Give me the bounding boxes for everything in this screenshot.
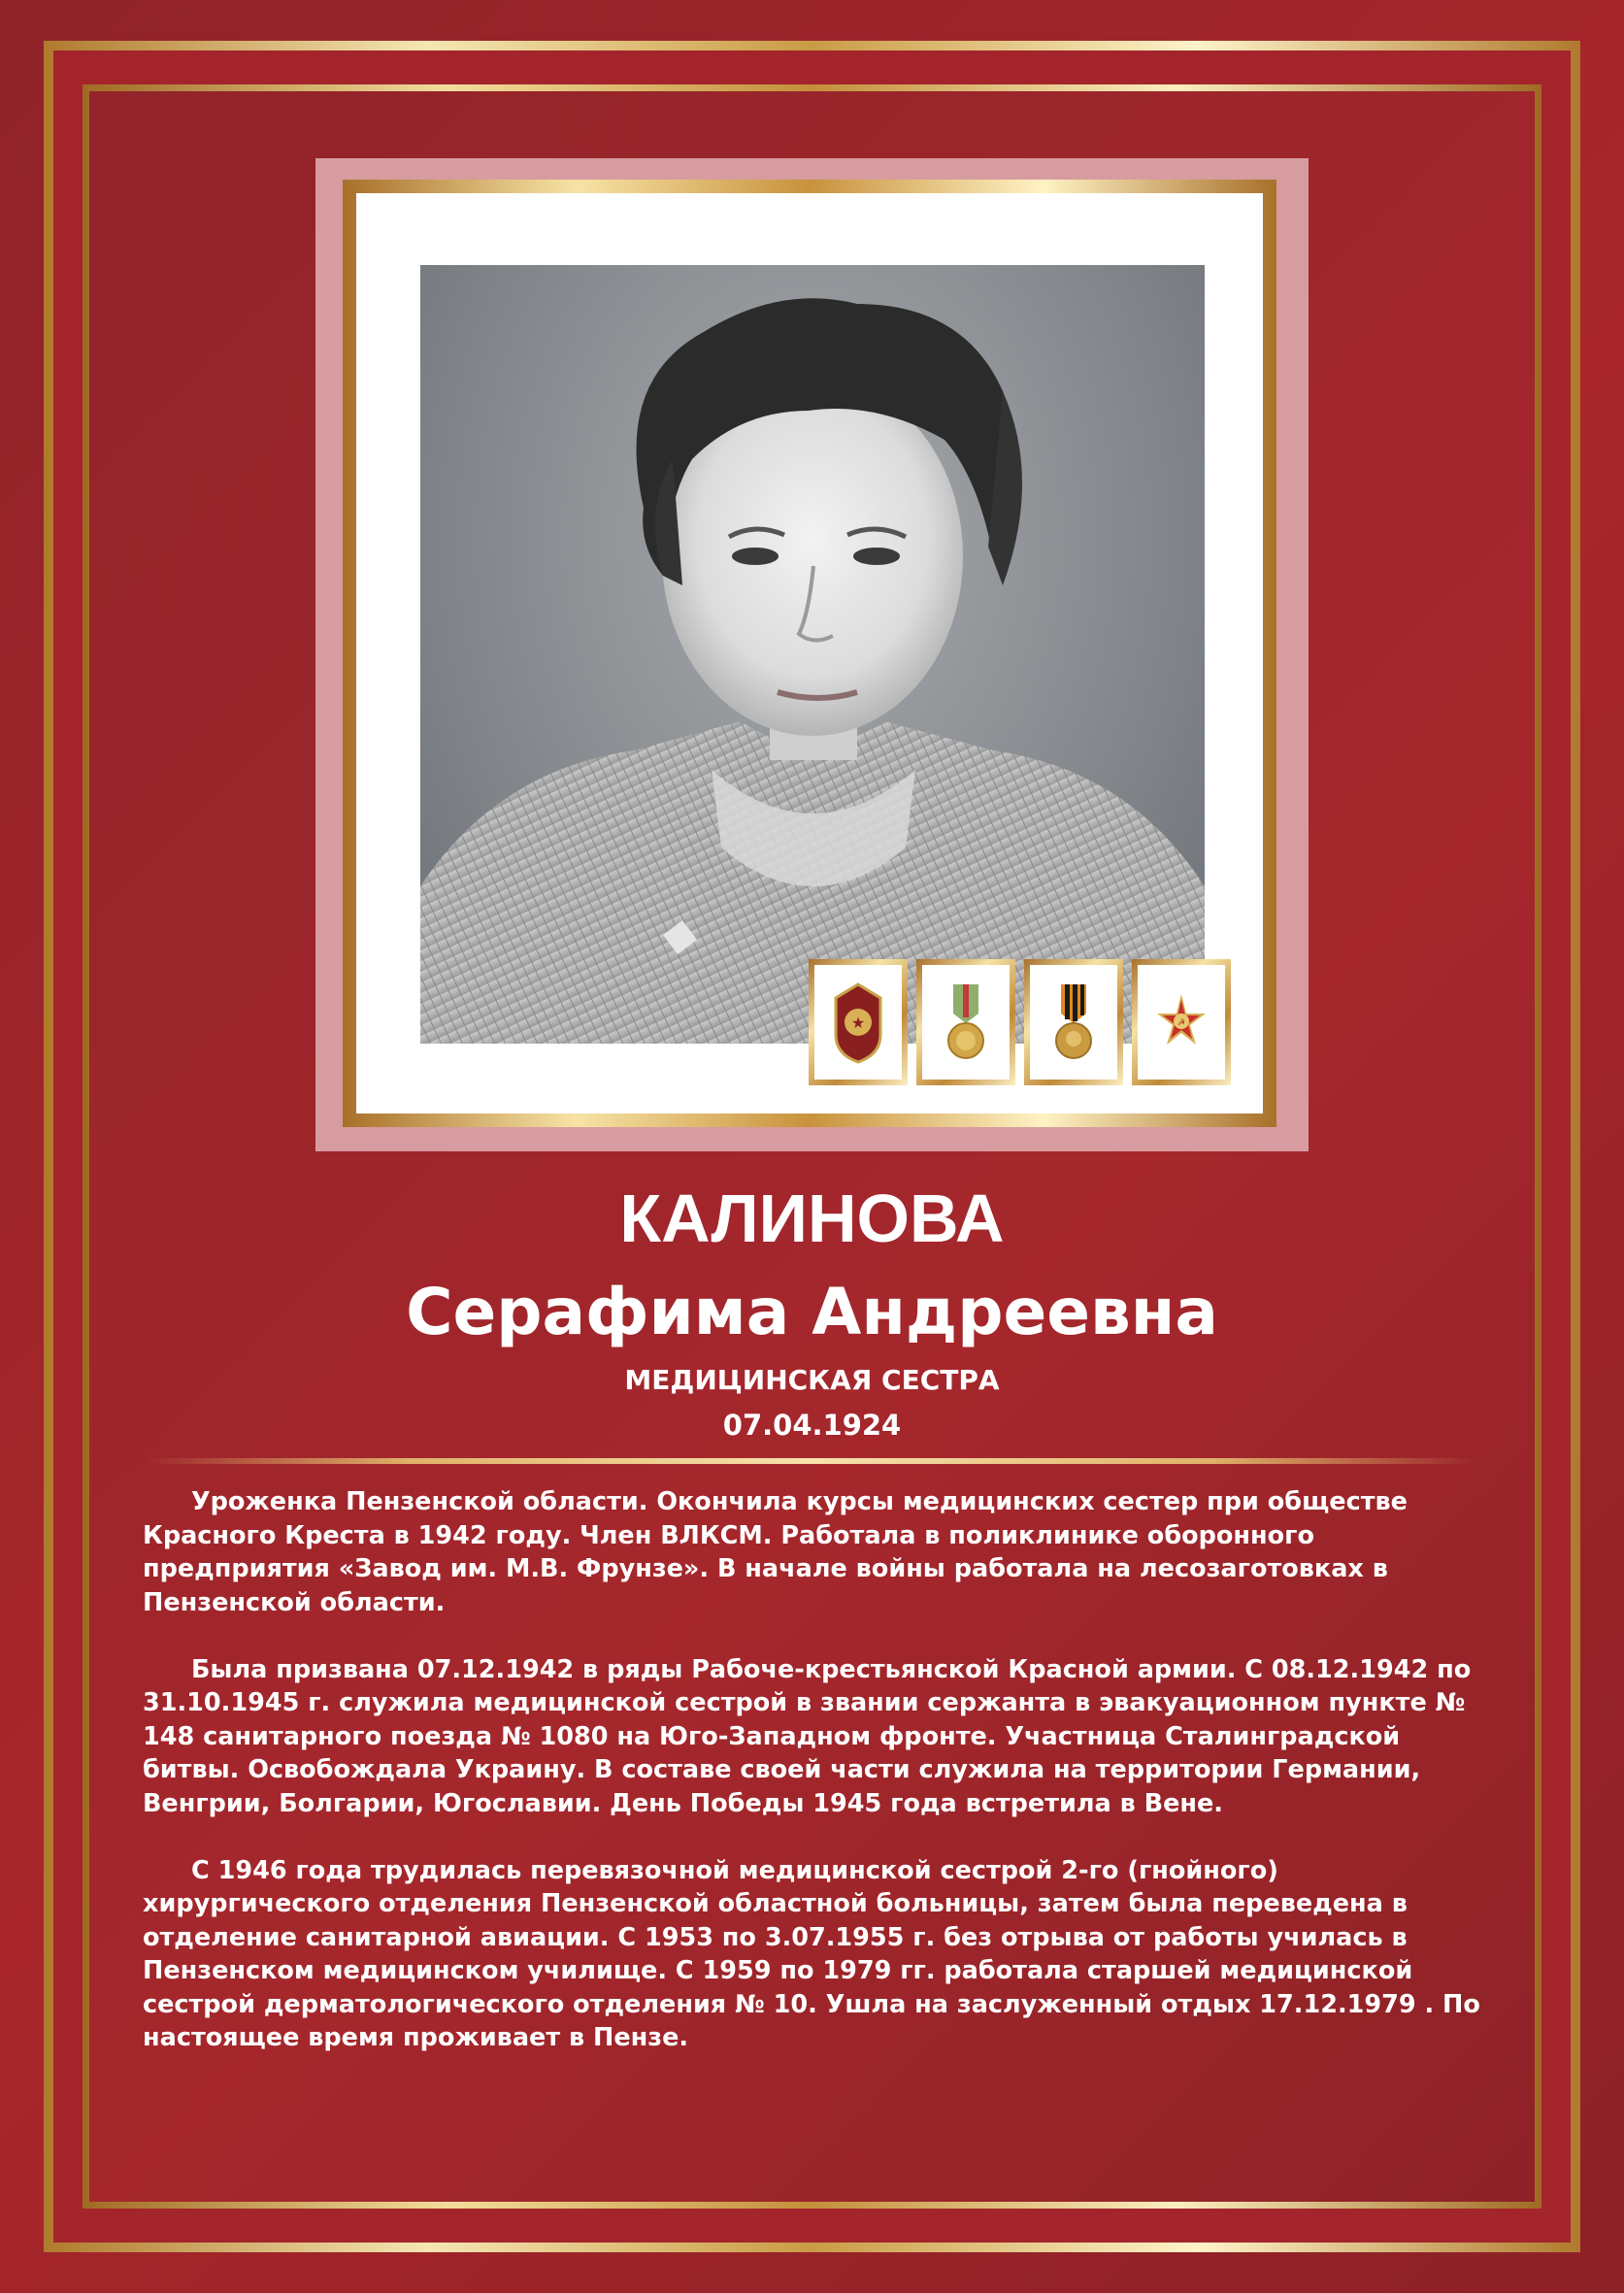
medal-frame-3 — [1024, 959, 1123, 1085]
svg-text:☭: ☭ — [1177, 1017, 1186, 1028]
occupation: МЕДИЦИНСКАЯ СЕСТРА — [624, 1364, 1000, 1396]
biography-paragraph-3: С 1946 года трудилась перевязочной медицинской сестрой 2-го (гнойного) хирургического отделения Пензенской областной больницы, затем была переведена в отделение санитарной авиации. С 1953 по 3.07.1955 г. без отрыва от работы училась в Пензенском медицинском училище. С 1959 по 1979 гг. работала старшей медицинской сестрой дерматологического отделения № 10. Ушла на заслуженный отдых 17.12.1979 . По настоящее время проживает в Пензе. — [143, 1855, 1480, 2052]
svg-text:★: ★ — [850, 1013, 866, 1032]
portrait-photo — [420, 265, 1205, 1044]
gold-divider — [146, 1458, 1477, 1464]
order-patriotic-war-icon — [1147, 977, 1215, 1069]
medal-frame-1 — [809, 959, 908, 1085]
first-and-patronymic: Серафима Андреевна — [406, 1275, 1218, 1349]
portrait-illustration — [420, 265, 1205, 1044]
medal-frame-4 — [1132, 959, 1231, 1085]
guard-badge-icon — [824, 977, 892, 1069]
medal-frame-2 — [916, 959, 1015, 1085]
biography-paragraph-2: Была призвана 07.12.1942 в ряды Рабоче-крестьянской Красной армии. С 08.12.1942 по 31.10.1945 г. служила медицинской сестрой в звании сержанта в эвакуационном пункте № 148 санитарного поезда № 1080 на Юго-Западном фронте. Участница Сталинградской битвы. Освобождала Украину. В составе своей части служила на территории Германии, Венгрии, Болгарии, Югославии. День Победы 1945 года встретила в Вене. — [143, 1654, 1472, 1818]
surname: КАЛИНОВА — [619, 1180, 1005, 1256]
defense-medal-icon — [932, 977, 1000, 1069]
birth-date: 07.04.1924 — [722, 1409, 902, 1442]
biography — [143, 1485, 1482, 2055]
victory-medal-icon — [1040, 977, 1108, 1069]
biography-paragraph-1: Уроженка Пензенской области. Окончила курсы медицинских сестер при обществе Красного Креста в 1942 году. Член ВЛКСМ. Работала в поликлинике оборонного предприятия «Завод им. М.В. Фрунзе». В начале войны работала на лесозаготовках в Пензенской области. — [143, 1487, 1408, 1617]
